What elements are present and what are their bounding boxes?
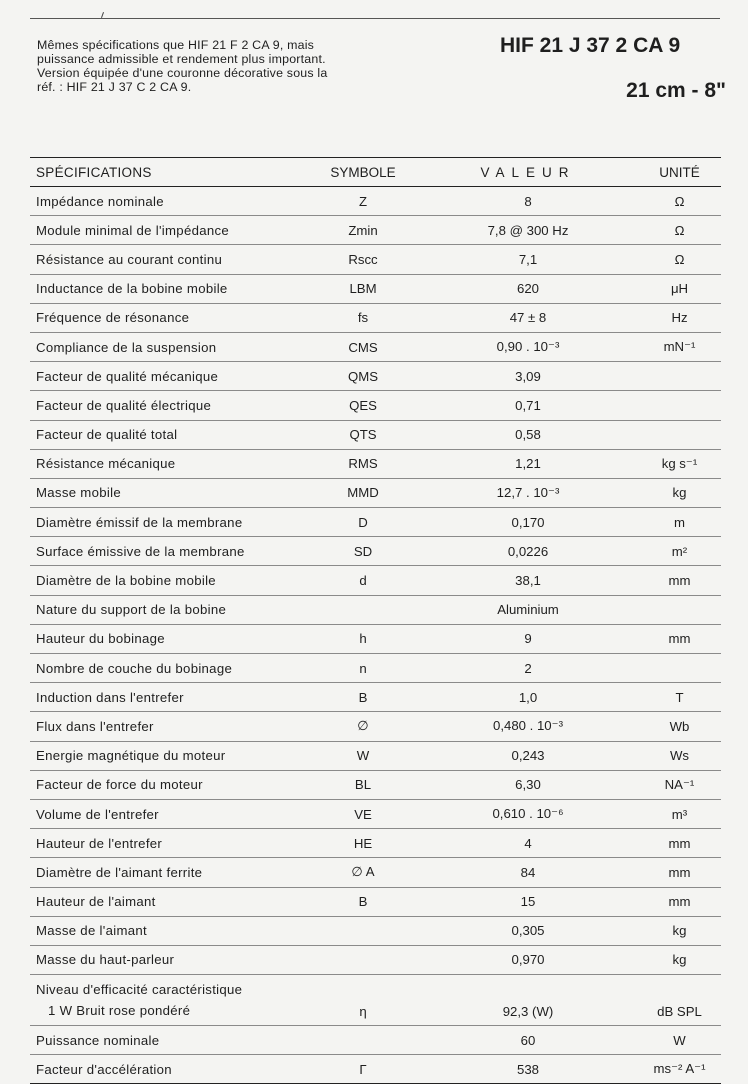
spec-cell: Facteur de force du moteur — [36, 777, 203, 793]
value-cell: 6,30 — [515, 777, 541, 793]
symbol-cell: Rscc — [348, 251, 378, 267]
unit-cell: mm — [668, 835, 691, 851]
table-row — [30, 421, 721, 450]
value-cell: 0,71 — [515, 397, 541, 413]
intro-line: Version équipée d'une couronne décorative sous la — [37, 66, 328, 80]
value-cell: 38,1 — [515, 573, 541, 589]
spec-cell: Diamètre émissif de la membrane — [36, 514, 243, 530]
table-row — [30, 1026, 721, 1055]
unit-cell: kg — [672, 923, 687, 939]
symbol-cell: Zmin — [348, 222, 378, 238]
symbol-cell: QTS — [349, 427, 377, 443]
unit-cell: Ω — [674, 222, 685, 238]
value-cell: 7,1 — [518, 251, 538, 267]
spec-cell: Facteur de qualité électrique — [36, 397, 212, 413]
spec-table — [30, 157, 721, 1084]
symbol-cell: ∅ — [357, 718, 369, 734]
symbol-cell: fs — [357, 310, 369, 326]
spec-cell: Résistance au courant continu — [36, 251, 223, 267]
unit-cell: W — [673, 1032, 686, 1048]
table-row — [30, 333, 721, 362]
symbol-cell: ∅ A — [351, 864, 375, 880]
symbol-cell: h — [359, 631, 367, 647]
value-cell: 0,90 . 10⁻³ — [496, 339, 560, 355]
table-row — [30, 800, 721, 829]
unit-cell: mm — [668, 631, 691, 647]
unit-cell: m³ — [671, 806, 688, 822]
unit-cell: mm — [668, 573, 691, 589]
table-row — [30, 742, 721, 771]
symbol-cell: LBM — [349, 281, 377, 297]
value-cell: 92,3 (W) — [502, 1004, 554, 1020]
table-row — [30, 391, 721, 420]
unit-cell: μH — [670, 281, 689, 297]
table-row — [30, 566, 721, 595]
value-cell: 0,58 — [515, 427, 541, 443]
intro-line: Mêmes spécifications que HIF 21 F 2 CA 9, mais — [37, 38, 315, 52]
unit-cell: mN⁻¹ — [663, 339, 696, 355]
spec-cell: Flux dans l'entrefer — [36, 718, 154, 734]
table-row — [30, 712, 721, 741]
col-value-header: VALEUR — [480, 164, 576, 180]
unit-cell: NA⁻¹ — [664, 776, 695, 792]
value-cell: 60 — [520, 1032, 536, 1048]
unit-cell: Ω — [674, 193, 685, 209]
intro-line: puissance admissible et rendement plus important. — [37, 52, 326, 66]
value-cell: 9 — [524, 631, 532, 647]
col-symbol-header: SYMBOLE — [330, 164, 396, 180]
unit-cell: m — [674, 514, 685, 530]
table-row — [30, 683, 721, 712]
spec-cell: Résistance mécanique — [36, 456, 176, 472]
spec-cell: Hauteur de l'aimant — [36, 894, 156, 910]
spec-cell: Compliance de la suspension — [36, 339, 217, 355]
model-title: HIF 21 J 37 2 CA 9 — [500, 34, 681, 57]
symbol-cell: HE — [353, 835, 373, 851]
table-row — [30, 975, 721, 1026]
spec-cell: Puissance nominale — [36, 1032, 160, 1048]
spec-cell: Nature du support de la bobine — [36, 602, 227, 618]
table-row — [30, 858, 721, 887]
symbol-cell: Γ — [359, 1061, 367, 1077]
table-row — [30, 625, 721, 654]
symbol-cell: Z — [358, 193, 368, 209]
symbol-cell: MMD — [347, 485, 379, 501]
value-cell: 47 ± 8 — [509, 310, 547, 326]
symbol-cell: n — [359, 660, 367, 676]
symbol-cell: BL — [354, 777, 372, 793]
table-row — [30, 946, 721, 975]
table-body — [30, 187, 721, 1083]
value-cell: 15 — [520, 894, 536, 910]
table-header — [30, 158, 721, 187]
unit-cell: m² — [671, 543, 688, 559]
symbol-cell: B — [358, 689, 368, 705]
unit-cell: dB SPL — [657, 1004, 702, 1020]
value-cell: 538 — [516, 1061, 539, 1077]
unit-cell: Hz — [671, 310, 688, 326]
value-cell: 1,21 — [515, 456, 541, 472]
table-row — [30, 304, 721, 333]
symbol-cell: d — [359, 573, 367, 589]
value-cell: 0,305 — [511, 923, 545, 939]
spec-cell: Volume de l'entrefer — [36, 806, 159, 822]
table-row — [30, 537, 721, 566]
spec-line: Niveau d'efficacité caractéristique — [36, 982, 243, 998]
spec-line: 1 W Bruit rose pondéré — [48, 1003, 191, 1019]
spec-cell: Diamètre de l'aimant ferrite — [36, 864, 203, 880]
unit-cell: kg — [672, 952, 687, 968]
value-cell: 0,480 . 10⁻³ — [492, 718, 563, 734]
spec-cell: Facteur de qualité mécanique — [36, 368, 219, 384]
spec-cell: Facteur d'accélération — [36, 1061, 172, 1077]
unit-cell: mm — [668, 894, 691, 910]
unit-cell: kg s⁻¹ — [661, 455, 698, 471]
spec-cell: Hauteur de l'entrefer — [36, 835, 163, 851]
table-row — [30, 275, 721, 304]
table-row — [30, 508, 721, 537]
spec-cell: Facteur de qualité total — [36, 427, 178, 443]
spec-cell: Hauteur du bobinage — [36, 631, 165, 647]
table-row — [30, 829, 721, 858]
value-cell: 0,170 — [511, 514, 545, 530]
value-cell: 620 — [516, 281, 539, 297]
value-cell: 1,0 — [518, 689, 538, 705]
value-cell: 12,7 . 10⁻³ — [496, 484, 560, 500]
col-unit-header: UNITÉ — [659, 164, 700, 180]
table-row — [30, 771, 721, 800]
table-row — [30, 917, 721, 946]
unit-cell: kg — [672, 485, 687, 501]
table-row — [30, 654, 721, 683]
symbol-cell: RMS — [348, 456, 378, 472]
spec-cell: Diamètre de la bobine mobile — [36, 573, 216, 589]
intro-text — [37, 38, 437, 94]
symbol-cell: B — [358, 894, 368, 910]
table-row — [30, 187, 721, 216]
value-cell: Aluminium — [497, 602, 559, 618]
spec-cell: Module minimal de l'impédance — [36, 222, 230, 238]
spec-cell: Masse du haut-parleur — [36, 952, 175, 968]
intro-line: réf. : HIF 21 J 37 C 2 CA 9. — [37, 80, 192, 94]
spec-cell: Masse de l'aimant — [36, 923, 147, 939]
unit-cell: Ws — [669, 748, 690, 764]
table-row — [30, 479, 721, 508]
symbol-cell: SD — [353, 543, 373, 559]
top-rule — [30, 18, 720, 19]
value-cell: 2 — [524, 660, 532, 676]
spec-cell — [30, 975, 308, 1025]
col-spec-header: SPÉCIFICATIONS — [36, 164, 152, 180]
value-cell: 8 — [524, 193, 532, 209]
spec-cell: Nombre de couche du bobinage — [36, 660, 233, 676]
symbol-cell: W — [356, 748, 370, 764]
symbol-cell: η — [359, 1004, 367, 1020]
table-row — [30, 216, 721, 245]
unit-cell: mm — [668, 864, 691, 880]
symbol-cell: QES — [349, 397, 377, 413]
value-cell: 0,970 — [511, 952, 545, 968]
value-cell: 0,0226 — [507, 543, 549, 559]
spec-cell: Energie magnétique du moteur — [36, 748, 226, 764]
unit-cell: Wb — [669, 718, 690, 734]
size-title: 21 cm - 8" — [626, 79, 726, 102]
table-row — [30, 888, 721, 917]
unit-cell: Ω — [674, 251, 685, 267]
spec-cell: Fréquence de résonance — [36, 310, 190, 326]
value-cell: 0,243 — [511, 748, 545, 764]
value-cell: 0,610 . 10⁻⁶ — [492, 806, 564, 822]
table-row — [30, 245, 721, 274]
value-cell: 7,8 @ 300 Hz — [487, 222, 569, 238]
symbol-cell: CMS — [348, 339, 378, 355]
symbol-cell: QMS — [347, 368, 379, 384]
spec-cell: Inductance de la bobine mobile — [36, 281, 228, 297]
spec-cell: Induction dans l'entrefer — [36, 689, 184, 705]
symbol-cell: D — [358, 514, 368, 530]
value-cell: 4 — [524, 835, 532, 851]
spec-cell: Impédance nominale — [36, 193, 164, 209]
table-row — [30, 596, 721, 625]
table-row — [30, 1055, 721, 1083]
value-cell: 84 — [520, 864, 536, 880]
unit-cell: ms⁻² A⁻¹ — [653, 1061, 706, 1077]
symbol-cell: VE — [354, 806, 372, 822]
unit-cell: T — [675, 689, 684, 705]
spec-cell: Masse mobile — [36, 485, 121, 501]
spec-cell: Surface émissive de la membrane — [36, 543, 245, 559]
table-row — [30, 362, 721, 391]
table-row — [30, 450, 721, 479]
value-cell: 3,09 — [515, 368, 541, 384]
